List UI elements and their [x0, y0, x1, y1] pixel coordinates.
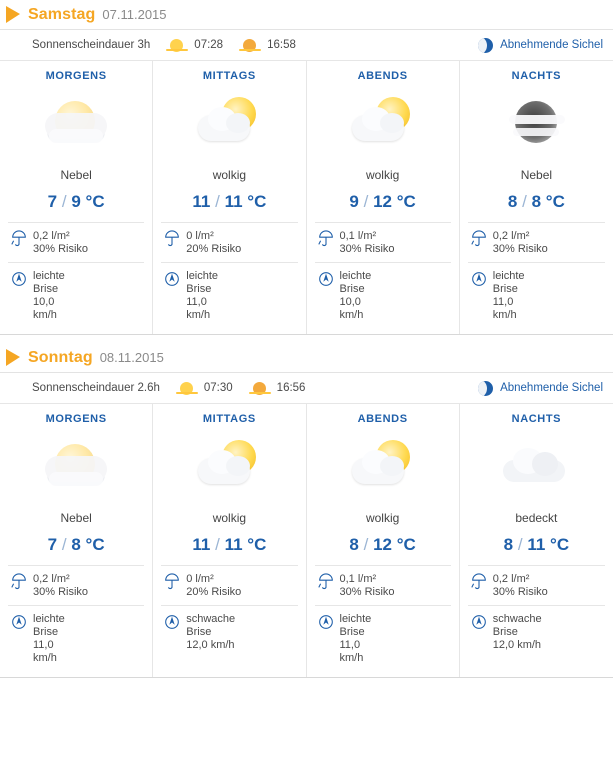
wind-desc-1: leichte [339, 270, 372, 282]
sunrise-icon [166, 38, 188, 52]
precipitation-row [315, 223, 451, 263]
wind-speed: 10,0 [33, 296, 55, 308]
temp-separator: / [522, 192, 527, 211]
wind-desc-1: leichte [186, 270, 219, 282]
sunset-item [249, 381, 306, 395]
period-column-morgens [0, 61, 153, 334]
rain-risk: 30% Risiko [33, 243, 89, 255]
period-icon-area [0, 429, 152, 507]
umbrella-icon [10, 572, 28, 592]
wind-desc-2: Brise [339, 626, 365, 638]
fog-icon [39, 95, 113, 155]
rain-amount: 0,1 l/m² [339, 230, 377, 242]
temp-unit: °C [85, 192, 105, 211]
wind-speed: 12,0 km/h [492, 639, 542, 651]
temp-separator: / [61, 192, 67, 211]
moon-phase-label: Abnehmende Sichel [500, 39, 603, 51]
precipitation-row [161, 223, 297, 263]
rain-amount: 0,2 l/m² [33, 573, 70, 585]
sunrise-icon [176, 381, 198, 395]
condition-label: wolkig [365, 511, 400, 525]
temp-unit: °C [85, 535, 105, 554]
wind-compass-icon [163, 269, 181, 289]
temp-separator: / [517, 535, 523, 554]
sun-cloud-icon [346, 95, 420, 155]
period-column-mittags [153, 61, 306, 334]
wind-speed: 11,0 [186, 296, 207, 308]
day-block-saturday [0, 0, 613, 335]
wind-speed: 11,0 [339, 639, 361, 651]
sun-info-row [0, 373, 613, 404]
wind-desc-2: Brise [492, 283, 518, 295]
day-date: 07.11.2015 [102, 7, 167, 22]
period-title: ABENDS [357, 413, 408, 425]
temp-min: 8 [503, 535, 514, 554]
rain-amount: 0,2 l/m² [33, 230, 70, 242]
wind-row [468, 606, 605, 658]
period-title: MORGENS [45, 413, 107, 425]
wind-desc-1: leichte [33, 270, 65, 282]
period-column-abends [307, 61, 460, 334]
condition-label: Nebel [60, 168, 92, 182]
period-columns [0, 404, 613, 677]
wind-desc-2: Brise [492, 626, 518, 638]
temp-min: 11 [192, 192, 211, 211]
sunrise-time: 07:28 [194, 39, 224, 51]
umbrella-icon [163, 229, 181, 249]
temp-min: 11 [192, 535, 211, 554]
moon-phase-icon [478, 38, 493, 53]
day-block-sunday [0, 343, 613, 678]
umbrella-icon [470, 229, 488, 249]
temp-min: 8 [507, 192, 518, 211]
temperature-range [468, 527, 605, 566]
temp-min: 9 [349, 192, 359, 211]
period-icon-area [460, 86, 613, 164]
temp-max: 11 [224, 192, 243, 211]
period-icon-area [153, 86, 305, 164]
wind-compass-icon [317, 612, 335, 632]
sunshine-duration: Sonnenscheindauer 2.6h [32, 382, 160, 394]
temp-separator: / [215, 192, 220, 211]
rain-risk: 30% Risiko [339, 243, 395, 255]
period-column-mittags [153, 404, 306, 677]
temp-unit: °C [545, 192, 565, 211]
temp-separator: / [363, 192, 369, 211]
temp-min: 8 [349, 535, 359, 554]
sunset-icon [249, 381, 271, 395]
temp-separator: / [363, 535, 369, 554]
temperature-range [315, 527, 451, 566]
rain-risk: 30% Risiko [492, 243, 548, 255]
wind-compass-icon [470, 269, 488, 289]
sun-cloud-icon [346, 438, 420, 498]
temp-unit: °C [247, 192, 267, 211]
temp-max: 11 [527, 535, 546, 554]
temperature-range [161, 184, 297, 223]
temp-separator: / [215, 535, 220, 554]
temp-max: 8 [71, 535, 81, 554]
wind-desc-2: Brise [339, 283, 365, 295]
sun-cloud-icon [192, 438, 266, 498]
period-column-nachts [460, 404, 613, 677]
wind-speed: 12,0 km/h [186, 639, 235, 651]
period-title: NACHTS [511, 70, 562, 82]
wind-desc-2: Brise [186, 626, 212, 638]
condition-label: Nebel [520, 168, 553, 182]
wind-compass-icon [10, 612, 28, 632]
period-column-abends [307, 404, 460, 677]
period-columns [0, 61, 613, 334]
sun-info-row [0, 30, 613, 61]
moon-phase-icon [478, 381, 493, 396]
period-title: MITTAGS [202, 70, 256, 82]
precipitation-row [161, 566, 297, 606]
flag-marker-icon [6, 349, 20, 366]
wind-unit: km/h [339, 309, 364, 321]
sunset-time: 16:56 [276, 382, 306, 394]
sunrise-item [176, 381, 233, 395]
sunset-time: 16:58 [267, 39, 296, 51]
wind-row [161, 263, 297, 328]
fog-icon [39, 438, 113, 498]
wind-row [315, 606, 451, 671]
wind-desc-1: leichte [339, 613, 372, 625]
wind-speed: 11,0 [492, 296, 514, 308]
wind-unit: km/h [33, 652, 57, 664]
temperature-range [161, 527, 297, 566]
wind-desc-2: Brise [186, 283, 212, 295]
temp-separator: / [61, 535, 67, 554]
precipitation-row [468, 566, 605, 606]
period-title: MITTAGS [202, 413, 256, 425]
period-icon-area [153, 429, 305, 507]
wind-unit: km/h [186, 309, 211, 321]
umbrella-icon [317, 572, 335, 592]
wind-row [468, 263, 605, 328]
wind-unit: km/h [339, 652, 364, 664]
sunset-icon [239, 38, 261, 52]
period-icon-area [460, 429, 613, 507]
wind-unit: km/h [492, 309, 517, 321]
wind-speed: 11,0 [33, 639, 54, 651]
temp-max: 8 [531, 192, 542, 211]
umbrella-icon [163, 572, 181, 592]
wind-desc-1: schwache [492, 613, 542, 625]
temp-min: 7 [47, 535, 58, 554]
temperature-range [315, 184, 451, 223]
temperature-range [468, 184, 605, 223]
wind-desc-2: Brise [33, 626, 59, 638]
period-title: NACHTS [511, 413, 562, 425]
overcast-icon [499, 438, 573, 498]
wind-row [161, 606, 297, 658]
temp-max: 9 [71, 192, 81, 211]
period-title: ABENDS [357, 70, 408, 82]
wind-unit: km/h [33, 309, 57, 321]
rain-amount: 0,2 l/m² [492, 573, 530, 585]
period-icon-area [0, 86, 152, 164]
rain-risk: 20% Risiko [186, 243, 242, 255]
day-header [0, 343, 613, 373]
temp-unit: °C [550, 535, 570, 554]
wind-compass-icon [10, 269, 28, 289]
temp-unit: °C [396, 192, 416, 211]
rain-risk: 30% Risiko [339, 586, 395, 598]
sunrise-time: 07:30 [203, 382, 233, 394]
temp-unit: °C [396, 535, 416, 554]
moon-phase-block [478, 381, 603, 396]
rain-risk: 20% Risiko [186, 586, 242, 598]
temp-min: 7 [47, 192, 58, 211]
rain-risk: 30% Risiko [33, 586, 89, 598]
condition-label: wolkig [365, 168, 400, 182]
condition-label: Nebel [60, 511, 92, 525]
rain-risk: 30% Risiko [492, 586, 548, 598]
day-date: 08.11.2015 [99, 350, 164, 365]
temperature-range [8, 527, 144, 566]
wind-row [315, 263, 451, 328]
precipitation-row [315, 566, 451, 606]
wind-compass-icon [470, 612, 488, 632]
rain-amount: 0 l/m² [186, 230, 214, 242]
day-header [0, 0, 613, 30]
wind-compass-icon [317, 269, 335, 289]
moon-phase-label: Abnehmende Sichel [500, 382, 603, 394]
day-name: Samstag [28, 5, 96, 23]
umbrella-icon [317, 229, 335, 249]
period-column-nachts [460, 61, 613, 334]
flag-marker-icon [6, 6, 20, 23]
moon-phase-block [478, 38, 603, 53]
wind-row [8, 606, 144, 671]
sunshine-duration: Sonnenscheindauer 3h [32, 39, 151, 51]
wind-compass-icon [163, 612, 181, 632]
sunrise-item [166, 38, 223, 52]
umbrella-icon [470, 572, 488, 592]
period-icon-area [307, 86, 459, 164]
wind-row [8, 263, 144, 328]
temp-max: 11 [224, 535, 243, 554]
night-fog-icon [499, 95, 573, 155]
wind-desc-2: Brise [33, 283, 59, 295]
wind-desc-1: leichte [33, 613, 65, 625]
period-title: MORGENS [45, 70, 107, 82]
wind-desc-1: leichte [492, 270, 525, 282]
period-column-morgens [0, 404, 153, 677]
temp-max: 12 [373, 535, 393, 554]
rain-amount: 0,1 l/m² [339, 573, 377, 585]
rain-amount: 0 l/m² [186, 573, 214, 585]
period-icon-area [307, 429, 459, 507]
precipitation-row [468, 223, 605, 263]
condition-label: wolkig [212, 511, 247, 525]
precipitation-row [8, 223, 144, 263]
day-name: Sonntag [28, 348, 93, 366]
condition-label: wolkig [212, 168, 247, 182]
condition-label: bedeckt [515, 511, 558, 525]
temp-max: 12 [373, 192, 393, 211]
wind-speed: 10,0 [339, 296, 361, 308]
temperature-range [8, 184, 144, 223]
sun-cloud-icon [192, 95, 266, 155]
precipitation-row [8, 566, 144, 606]
wind-desc-1: schwache [186, 613, 236, 625]
temp-unit: °C [247, 535, 267, 554]
umbrella-icon [10, 229, 28, 249]
rain-amount: 0,2 l/m² [492, 230, 530, 242]
sunset-item [239, 38, 296, 52]
